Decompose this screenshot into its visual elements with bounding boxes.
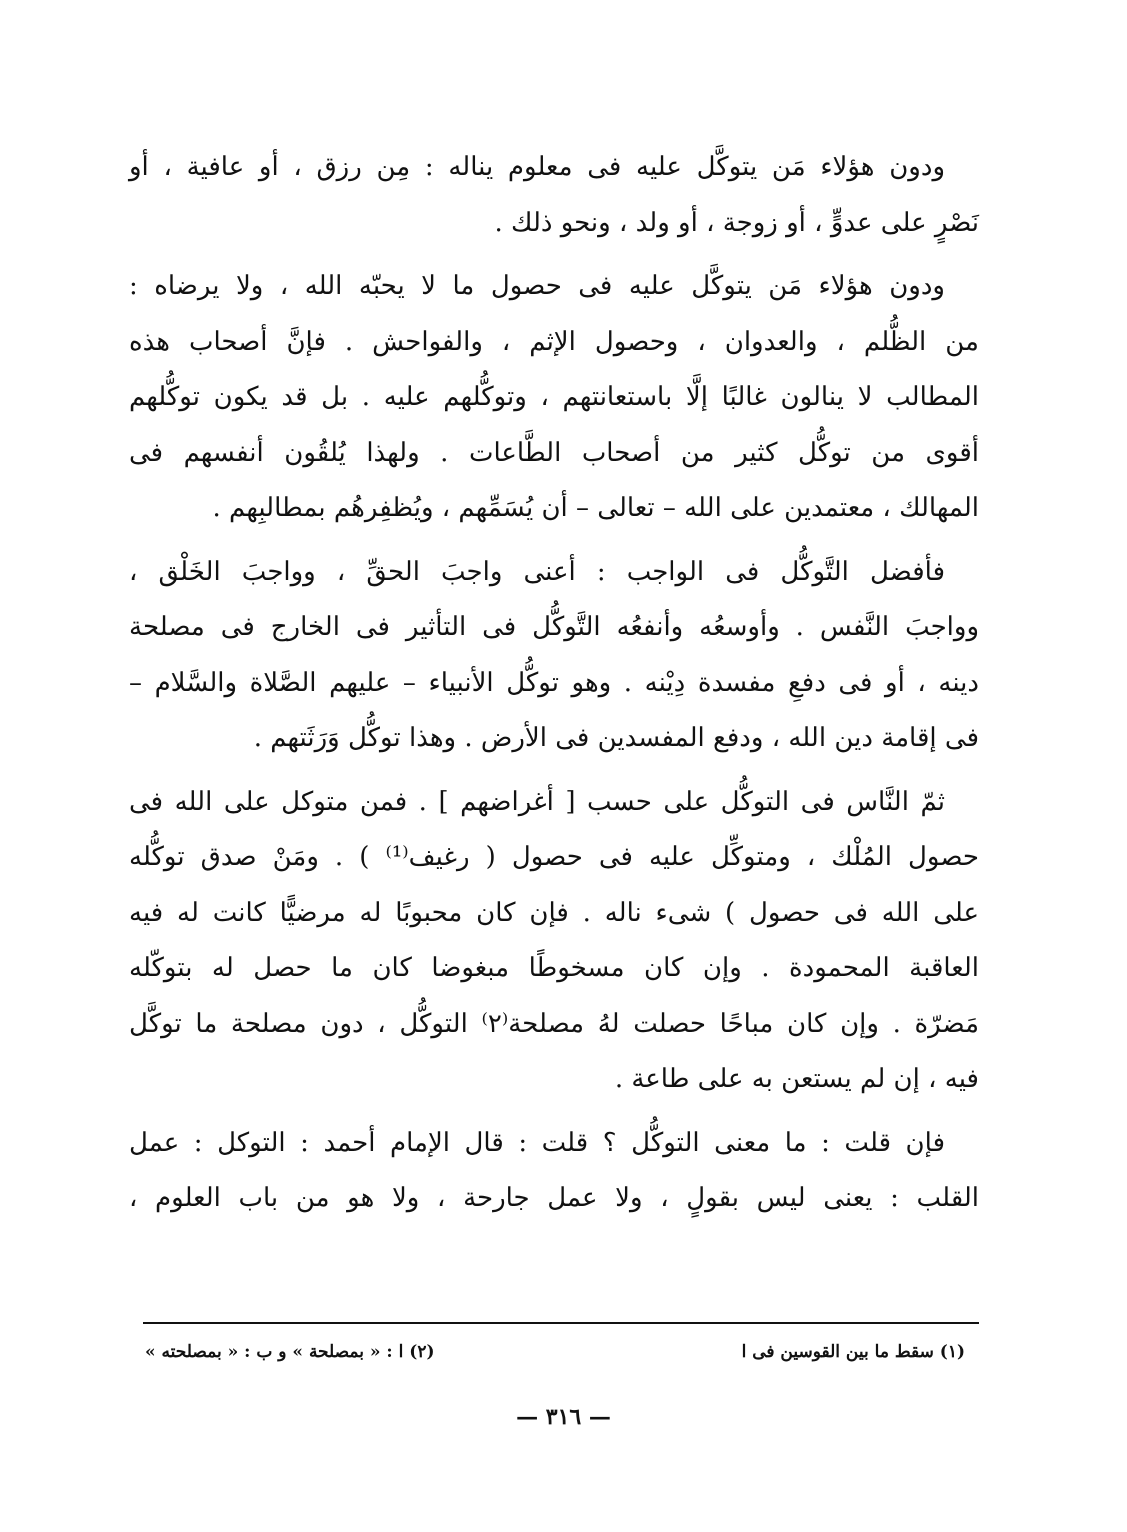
text-line: المهالك ، معتمدين على الله – تعالى – أن يُسَمِّهم ، ويُظفِرهُم بمطالبِهم . — [212, 493, 979, 523]
footnote-divider — [143, 1322, 979, 1324]
text-line: أقوى من توكُّل كثير من أصحاب الطَّاعات . ولهذا يُلقُون أنفسهم فى — [129, 437, 979, 468]
text-line: على الله فى حصول ) شىء ناله . فإن كان محبوبًا له مرضيًّا كانت له فيه — [129, 897, 979, 928]
body-text — [129, 140, 979, 1235]
paragraph — [129, 775, 979, 1108]
text-line: حصول المُلْك ، ومتوكِّل عليه فى حصول ( رغيف⁽¹⁾ ) . ومَنْ صدق توكُّله — [129, 842, 979, 872]
text-line: ودون هؤلاء مَن يتوكَّل عليه فى معلوم يناله : مِن رزق ، أو عافية ، أو — [129, 152, 945, 182]
text-line: ثمّ النَّاس فى التوكُّل على حسب [ أغراضهم ] . فمن متوكل على الله فى — [129, 786, 945, 817]
text-line: العاقبة المحمودة . وإن كان مسخوطًا مبغوضا كان ما حصل له بتوكّله — [129, 953, 979, 983]
footnotes — [145, 1342, 965, 1362]
text-line: وواجبَ النَّفس . وأوسعُه وأنفعُه التَّوكُّل فى التأثير فى الخارج فى مصلحة — [129, 612, 979, 642]
page-number: — ٣١٦ — — [516, 1404, 611, 1430]
text-line: فيه ، إن لم يستعن به على طاعة . — [614, 1064, 979, 1094]
text-line: فإن قلت : ما معنى التوكُّل ؟ قلت : قال الإمام أحمد : التوكل : عمل — [129, 1127, 945, 1158]
text-line: القلب : يعنى ليس بقولٍ ، ولا عمل جارحة ، ولا هو من باب العلوم ، — [129, 1183, 979, 1213]
text-line: ودون هؤلاء مَن يتوكَّل عليه فى حصول ما لا يحبّه الله ، ولا يرضاه : — [129, 271, 945, 301]
footnote-2: (٢) ا : « بمصلحة » و ب : « بمصلحته » — [145, 1342, 435, 1362]
text-line: نَصْرٍ على عدوٍّ ، أو زوجة ، أو ولد ، ونحو ذلك . — [494, 207, 979, 238]
text-line: دينه ، أو فى دفعِ مفسدة دِيْنه . وهو توكُّل الأنبياء – عليهم الصَّلاة والسَّلام – — [129, 667, 979, 698]
text-line: المطالب لا ينالون غالبًا إلَّا باستعانتهم ، وتوكُّلهم عليه . بل قد يكون توكُّلهم — [129, 382, 979, 412]
paragraph — [129, 140, 979, 251]
paragraph — [129, 545, 979, 767]
footnote-1: (١) سقط ما بين القوسين فى ا — [741, 1342, 965, 1362]
text-line: من الظُّلم ، والعدوان ، وحصول الإثم ، والفواحش . فإنَّ أصحاب هذه — [129, 326, 979, 357]
text-line: فى إقامة دين الله ، ودفع المفسدين فى الأرض . وهذا توكُّل وَرَثَتهم . — [253, 723, 979, 753]
text-line: مَضرّة . وإن كان مباحًا حصلت لهُ مصلحة⁽٢⁾ التوكُّل ، دون مصلحة ما توكَّل — [129, 1008, 979, 1039]
paragraph — [129, 1116, 979, 1227]
text-line: فأفضل التَّوكُّل فى الواجب : أعنى واجبَ الحقِّ ، وواجبَ الخَلْق ، — [129, 556, 945, 587]
paragraph — [129, 259, 979, 537]
